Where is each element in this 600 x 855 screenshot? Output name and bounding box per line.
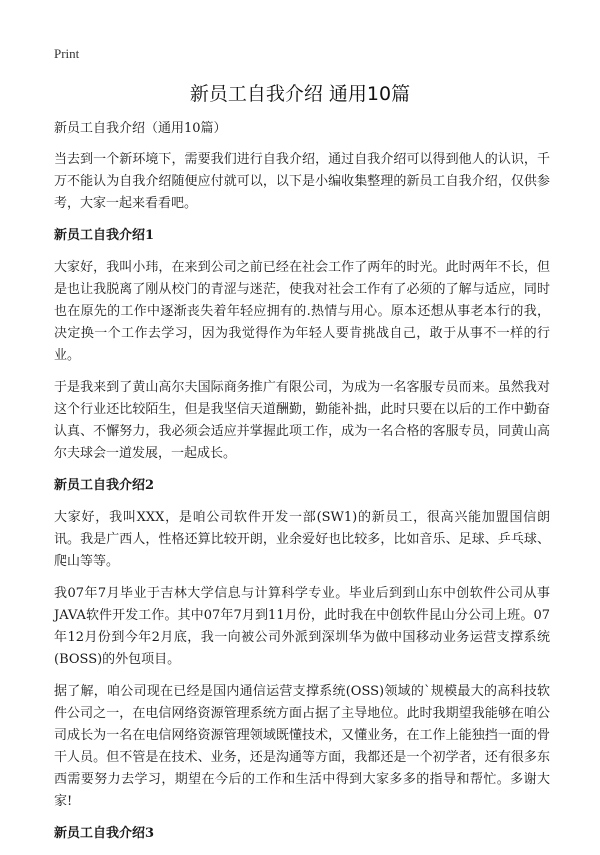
- section-heading: 新员工自我介绍3: [54, 826, 155, 841]
- section-heading: 新员工自我介绍1: [54, 228, 155, 243]
- section-paragraph: 于是我来到了黄山高尔夫国际商务推广有限公司，为成为一名客服专员而来。虽然我对这个行业还比较陌生，但是我坚信天道酬勤，勤能补拙，此时只要在以后的工作中勤奋认真、不懈努力，我必须会适应并掌握此项工作，成为一名合格的客服专员，同黄山高尔夫球会一道发展，一起成长。: [54, 380, 550, 461]
- section-paragraph: 据了解，咱公司现在已经是国内通信运营支撑系统(OSS)领域的`规模最大的高科技软件公司之一，在电信网络资源管理系统方面占据了主导地位。此时我期望我能够在咱公司成长为一名在电信网络资源管理领域既懂技术，又懂业务，在工作上能独挡一面的骨干人员。但不管是在技术、业务，还是沟通等方面，我都还是一个初学者，还有很多东西需要努力去学习，期望在今后的工作和生活中得到大家多多的指导和帮忙。多谢大家!: [54, 684, 550, 809]
- article-body: [54, 118, 550, 855]
- section-heading: 新员工自我介绍2: [54, 478, 155, 493]
- section-paragraph: 我07年7月毕业于吉林大学信息与计算科学专业。毕业后到到山东中创软件公司从事JAVA软件开发工作。其中07年7月到11月份，此时我在中创软件昆山分公司上班。07年12月份到今年2月底，我一向被公司外派到深圳华为做中国移动业务运营支撑系统(BOSS)的外包项目。: [54, 586, 550, 667]
- section-paragraph: 大家好，我叫XXX，是咱公司软件开发一部(SW1)的新员工，很高兴能加盟国信朗讯。我是广西人，性格还算比较开朗，业余爱好也比较多，比如音乐、足球、乒乓球、爬山等等。: [54, 510, 550, 569]
- section-2: [54, 475, 550, 813]
- page-title: 新员工自我介绍 通用10篇: [189, 83, 411, 105]
- print-link[interactable]: Print: [54, 46, 80, 61]
- section-paragraph: 大家好，我叫小玮，在来到公司之前已经在社会工作了两年的时光。此时两年不长，但是也让我脱离了刚从校门的青涩与迷茫，使我对社会工作有了必须的了解与适应，同时也在原先的工作中逐渐丧失着年轻应拥有的.热情与用心。原本还想从事老本行的我，决定换一个工作去学习，因为我觉得作为年轻人要肯挑战自己，敢于从事不一样的行业。: [54, 260, 550, 363]
- section-3: [54, 823, 550, 845]
- article-subtitle: 新员工自我介绍（通用10篇）: [54, 121, 227, 136]
- intro-paragraph: 当去到一个新环境下，需要我们进行自我介绍，通过自我介绍可以得到他人的认识，千万不能认为自我介绍随便应付就可以，以下是小编收集整理的新员工自我介绍，仅供参考，大家一起来看看吧。: [54, 152, 550, 211]
- section-1: [54, 225, 550, 465]
